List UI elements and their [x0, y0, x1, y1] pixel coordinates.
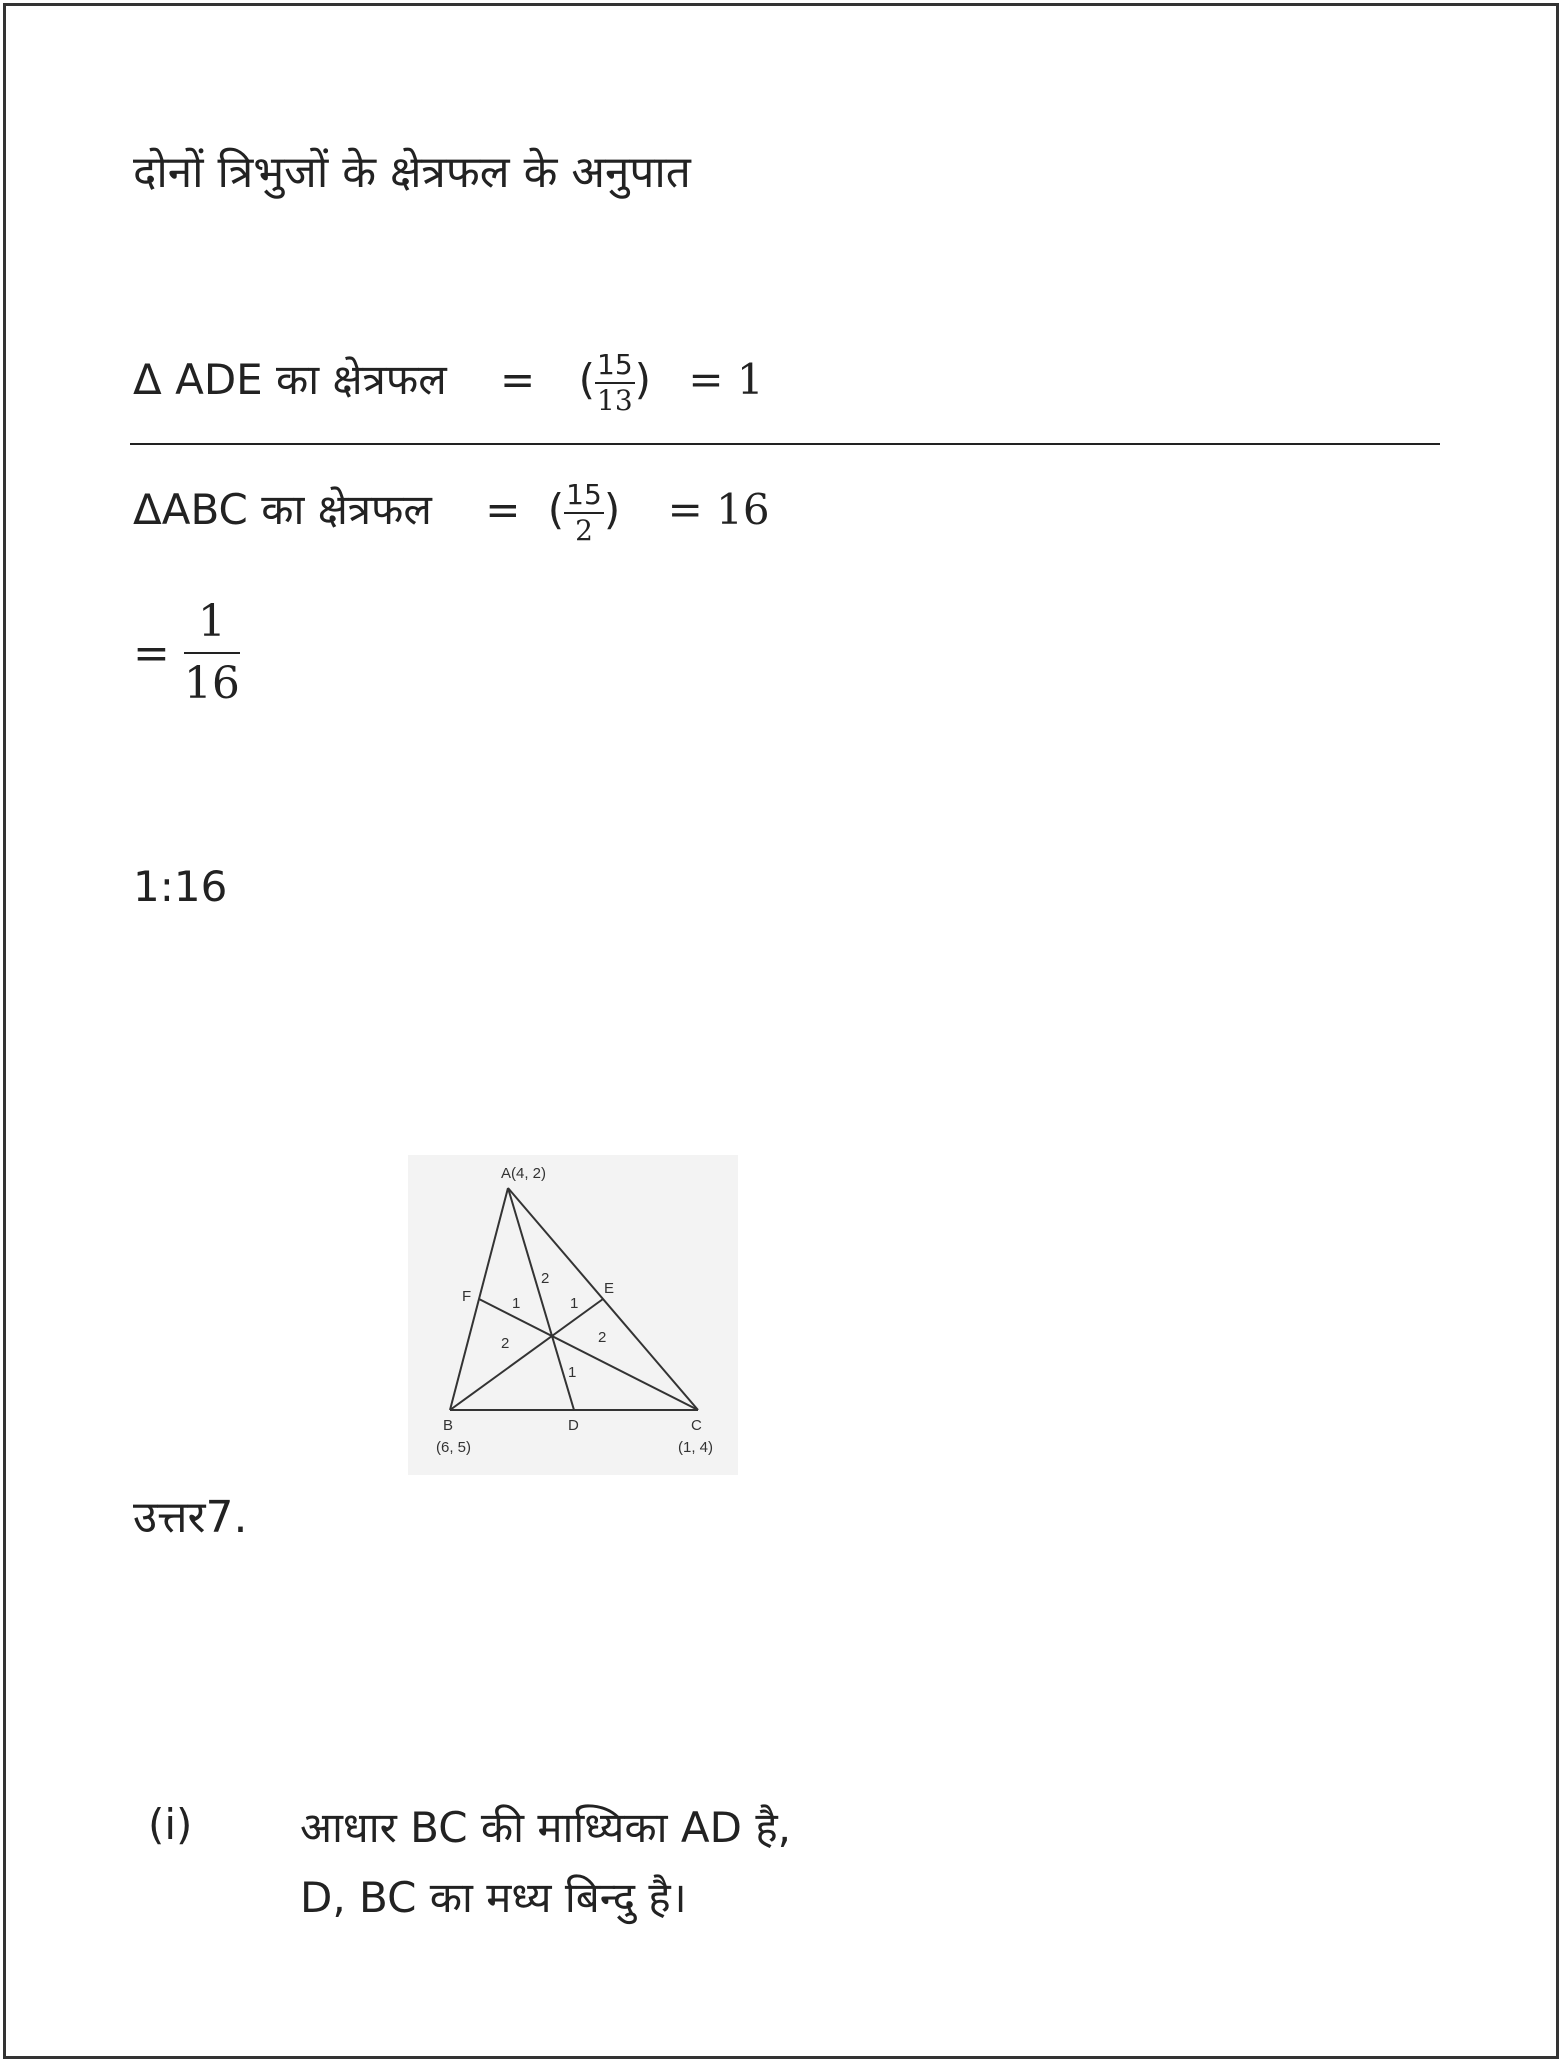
abc-area-row — [133, 477, 770, 547]
item-line-2: D, BC का मध्य बिन्दु है। — [300, 1873, 687, 1922]
label-vertex-b: B — [443, 1417, 454, 1434]
result-equals: = — [133, 627, 170, 679]
seg-label: 1 — [570, 1295, 579, 1312]
ade-label: Δ ADE का क्षेत्रफल — [133, 355, 447, 404]
ratio-fraction-result — [133, 596, 240, 709]
page-border — [3, 3, 1559, 2059]
ratio-text: 1:16 — [133, 862, 228, 911]
ade-equals: = — [500, 355, 536, 404]
result-fraction — [183, 596, 240, 709]
abc-fraction — [564, 477, 604, 547]
abc-frac-den: 2 — [575, 513, 593, 547]
seg-label: 1 — [568, 1364, 577, 1381]
triangle-figure — [408, 1155, 738, 1475]
ade-paren-close: ) — [634, 355, 652, 404]
ade-paren-open: ( — [578, 355, 595, 404]
seg-label: 2 — [598, 1329, 607, 1346]
label-coord-b: (6, 5) — [436, 1439, 472, 1456]
median-cf — [479, 1299, 698, 1410]
triangle-diagram — [408, 1155, 738, 1475]
item-line-1: आधार BC की माध्यिका AD है, — [300, 1803, 791, 1852]
result-frac-den: 16 — [183, 658, 240, 709]
ade-frac-den: 13 — [597, 383, 633, 417]
heading: दोनों त्रिभुजों के क्षेत्रफल के अनुपात — [133, 147, 691, 198]
label-point-e: E — [604, 1280, 615, 1297]
seg-label: 2 — [501, 1335, 510, 1352]
seg-label: 2 — [541, 1270, 550, 1287]
label-point-d: D — [568, 1417, 579, 1434]
median-be — [450, 1299, 603, 1410]
label-vertex-c: C — [691, 1417, 702, 1434]
ade-result: = 1 — [688, 355, 764, 404]
label-vertex-a: A(4, 2) — [501, 1165, 547, 1182]
abc-paren-open: ( — [547, 485, 565, 534]
item-marker: (i) — [148, 1800, 193, 1849]
abc-frac-num: 15 — [564, 481, 604, 514]
ade-area-row — [133, 347, 764, 417]
label-coord-c: (1, 4) — [678, 1439, 714, 1456]
abc-paren-close: ) — [603, 485, 621, 534]
abc-label: ΔABC का क्षेत्रफल — [133, 485, 432, 534]
seg-label: 1 — [512, 1295, 521, 1312]
label-point-f: F — [462, 1288, 472, 1305]
abc-equals: = — [485, 485, 521, 534]
abc-result: = 16 — [667, 485, 770, 534]
result-frac-num: 1 — [184, 600, 240, 654]
answer-label: उत्तर7. — [133, 1492, 248, 1543]
fraction-divider-line — [130, 443, 1440, 445]
ade-frac-num: 15 — [595, 351, 635, 384]
ade-fraction — [595, 347, 635, 417]
